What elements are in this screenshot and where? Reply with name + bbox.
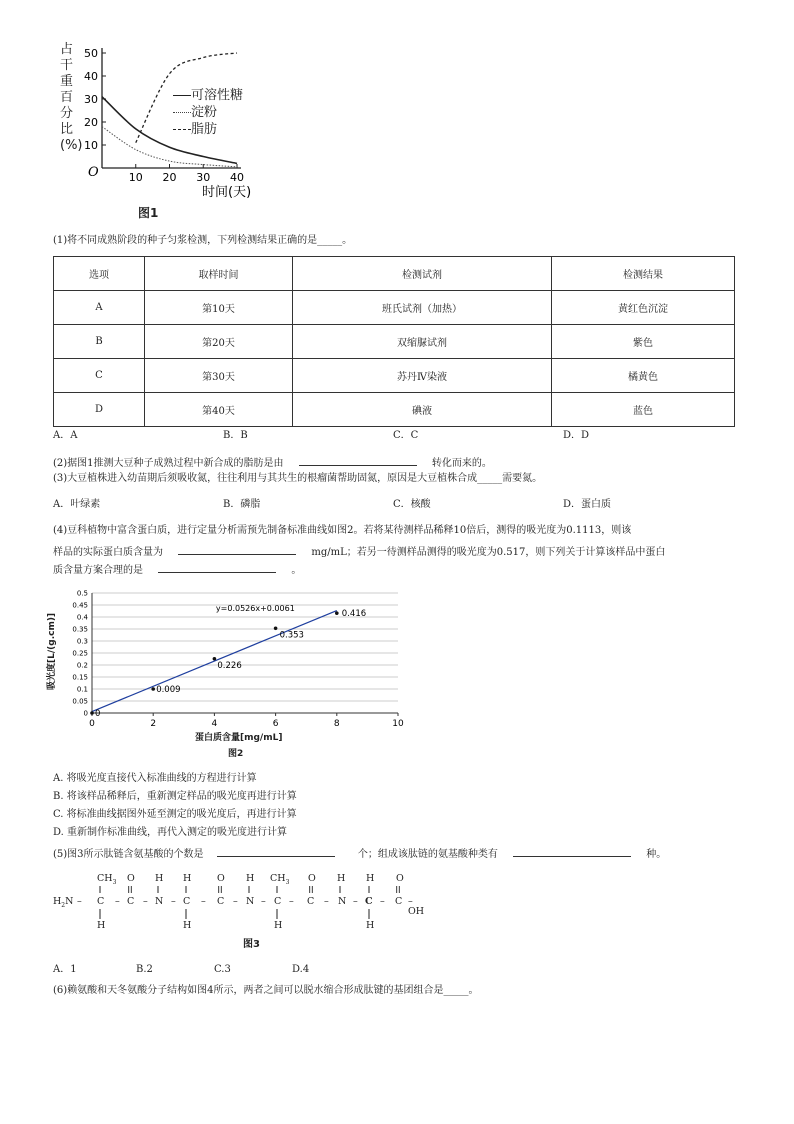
fig2-layer [72,590,404,730]
table-row [54,393,735,427]
pep-bond: – [324,896,329,907]
fig2-ytick-label: 0.1 [76,685,88,694]
q5-mid: 个；组成该肽链的氨基酸种类有 [357,849,498,860]
fig2-equation: y=0.0526x+0.0061 [215,604,295,613]
q5-choice-a: A．1 [53,964,77,975]
fig2-ytick-label: 0.35 [72,625,88,634]
fig2-xtick-label: 2 [150,719,157,729]
pep-atom-c: C [97,896,105,907]
pep-h-5: H [366,873,375,884]
q2-answer-blank[interactable] [299,455,417,466]
q2-line [53,455,492,471]
pep-o-4: O [396,873,404,884]
fig2-point [274,626,278,630]
fig2-point-label: 0.416 [341,609,367,620]
table-cell: D [54,393,145,427]
fig1-origin: O [88,165,99,180]
q1-table [53,256,735,427]
fig2-xtick-label: 6 [272,719,279,729]
pep-h-1: H [155,873,164,884]
q1-stem: (1)将不同成熟阶段的种子匀浆检测，下列检测结果正确的是_____。 [53,235,353,246]
q5-answer-blank-1[interactable] [217,846,335,857]
fig2-ytick-label: 0.25 [72,649,88,658]
pep-text: N [65,896,74,907]
fig1-legend [173,87,243,138]
pep-h-2: H [183,873,192,884]
q5-choice-d: D.4 [292,964,310,975]
q3-choice-a: A．叶绿素 [53,499,101,510]
pep-h-bottom-4: H [366,920,375,931]
pep-atom-c: C [395,896,403,907]
q5-line [53,846,666,862]
pep-bond: – [380,896,385,907]
fig1-ylabel: 占干重百分比(%) [60,42,83,153]
fig3-caption: 图3 [243,939,260,950]
legend-label-sugar: 可溶性糖 [191,88,244,103]
fig2-point [335,611,339,615]
table-cell: 双缩脲试剂 [293,325,552,359]
fig2-ytick-label: 0.45 [72,601,88,610]
pep-oh: –OH [408,896,425,917]
pep-text: H [53,896,62,907]
pep-text: CH [97,873,113,884]
fig2-point-label: 0.353 [279,630,304,641]
pep-text: CH [270,873,286,884]
fig1-xtick-label: 10 [128,171,143,184]
fig1-xlabel: 时间(天) [202,185,252,200]
table-cell: 紫色 [552,325,735,359]
fig2-ytick-label: 0 [83,709,88,718]
fig2-ytick-label: 0.2 [76,661,88,670]
fig2-ytick-label: 0.05 [72,697,88,706]
fig1-xtick-label: 20 [162,171,177,184]
fig2-ytick-label: 0.4 [76,613,88,622]
q4-line2 [53,544,665,560]
pep-h-bottom-2: H [183,920,192,931]
q4-option-b: B. 将该样品稀释后，重新测定样品的吸光度再进行计算 [53,791,297,802]
pep-bond: – [115,896,120,907]
pep-bond: – [233,896,238,907]
fig1-xtick-label: 40 [230,171,244,184]
pep-h-bottom-1: H [97,920,106,931]
table-header-row [54,257,735,291]
pep-atom-n: N [338,896,347,907]
table-cell: 第20天 [145,325,293,359]
fig1-ytick-label: 20 [84,116,98,129]
q4-answer-blank-2[interactable] [158,562,276,573]
table-row [54,325,735,359]
pep-bond: – [143,896,148,907]
fig1-caption: 图1 [138,206,159,220]
fig2-point-label: 0.009 [156,685,181,695]
table-cell: 班氏试剂（加热） [293,291,552,325]
legend-item-starch [173,104,243,121]
table-cell: 橘黄色 [552,359,735,393]
q2-after: 转化而来的。 [431,458,492,469]
pep-atom-c: C [217,896,225,907]
pep-o-1: O [127,873,135,884]
pep-bond: – [289,896,294,907]
q3-choice-b: B．磷脂 [223,499,261,510]
q4-option-a: A. 将吸光度直接代入标准曲线的方程进行计算 [53,773,257,784]
legend-label-fat: 脂肪 [191,122,218,137]
fig2-ytick-label: 0.15 [72,673,88,682]
fig1-ytick-label: 40 [84,70,98,83]
q4-line3b: 。 [291,565,302,576]
fig2-ytick-label: 0.5 [76,589,88,598]
table-header: 取样时间 [145,257,293,291]
pep-h2n: $H_2N$ [53,896,74,909]
table-cell: B [54,325,145,359]
fig2-point [213,657,217,661]
pep-h-4: H [337,873,346,884]
fig1-ytick-label: 30 [84,93,98,106]
table-cell: 第30天 [145,359,293,393]
pep-atom-c: C [307,896,315,907]
pep-h-bottom-3: H [274,920,283,931]
fig1-ytick-label: 10 [84,139,98,152]
table-header: 检测试剂 [293,257,552,291]
table-cell: 黄红色沉淀 [552,291,735,325]
table-row [54,291,735,325]
fig2-xtick-label: 10 [392,719,404,729]
pep-bond: – [77,896,82,907]
pep-atom-c: C [183,896,191,907]
q6-stem: (6)赖氨酸和天冬氨酸分子结构如图4所示，两者之间可以脱水缩合形成肽键的基团组合是_____。 [53,985,479,996]
fig2-trendline [92,611,337,712]
table-cell: A [54,291,145,325]
fig2-xtick-label: 8 [333,719,340,729]
q1-choice-b: B．B [223,430,248,441]
fig2-point [151,687,155,691]
table-cell: 苏丹Ⅳ染液 [293,359,552,393]
q5-after: 种。 [646,849,667,860]
fig2-ylabel: 吸光度[L/(g.cm)] [47,612,57,690]
q2-before: (2)据图1推测大豆种子成熟过程中新合成的脂肪是由 [53,458,284,469]
fig1-ytick-label: 50 [84,47,98,60]
q4-line1: (4)豆科植物中富含蛋白质，进行定量分析需预先制备标准曲线如图2。若将某待测样品稀释10倍后，测得的吸光度为0.1113，则该 [53,525,632,536]
table-cell: C [54,359,145,393]
fig2-point-label: 0 [95,709,101,719]
pep-bond: – [171,896,176,907]
q4-line2b: mg/mL；若另一待测样品测得的吸光度为0.517，则下列关于计算该样品中蛋白 [311,547,666,558]
pep-atom-n: N [155,896,164,907]
fig2-point-label: 0.226 [217,660,242,671]
table-cell: 第40天 [145,393,293,427]
pep-atom-c: C [274,896,282,907]
fig2-xtick-label: 4 [211,719,218,729]
table-row [54,359,735,393]
fig2-ytick-label: 0.3 [76,637,88,646]
pep-o-2: O [217,873,225,884]
pep-ch3-1: $CH_3$ [97,873,117,886]
pep-ch3-2: $CH_3$ [270,873,290,886]
pep-h-3: H [246,873,255,884]
legend-item-fat [173,121,243,138]
q4-option-c: C. 将标准曲线据图外延至测定的吸光度后，再进行计算 [53,809,297,820]
pep-bond: – [353,896,358,907]
q4-line3 [53,562,301,578]
q3-choice-d: D．蛋白质 [563,499,612,510]
q3-stem: (3)大豆植株进入幼苗期后须吸收氮，往往利用与其共生的根瘤菌帮助固氮，原因是大豆植株合成_____需要氮。 [53,473,543,484]
pep-atom-c: C [365,896,373,907]
fig2-xlabel: 蛋白质含量[mg/mL] [195,733,283,743]
q5-before: (5)图3所示肽链含氨基酸的个数是 [53,849,204,860]
q1-choice-c: C．C [393,430,419,441]
table-cell: 碘液 [293,393,552,427]
q4-option-d: D. 重新制作标准曲线，再代入测定的吸光度进行计算 [53,827,288,838]
legend-item-sugar [173,87,243,104]
table-header: 选项 [54,257,145,291]
fig2-chart [60,585,410,730]
pep-bond: – [261,896,266,907]
pep-o-3: O [308,873,316,884]
fig2-point [90,711,94,715]
pep-bond: – [201,896,206,907]
q4-line2a: 样品的实际蛋白质含量为 [53,547,163,558]
q5-answer-blank-2[interactable] [513,846,631,857]
q5-choice-c: C.3 [214,964,231,975]
fig2-caption: 图2 [228,749,244,759]
table-cell: 第10天 [145,291,293,325]
q1-choice-d: D．D [563,430,590,441]
legend-label-starch: 淀粉 [191,105,218,120]
fig2-xtick-label: 0 [89,719,95,729]
q4-line3a: 质含量方案合理的是 [53,565,143,576]
table-header: 检测结果 [552,257,735,291]
q1-choice-a: A．A [53,430,78,441]
q5-choice-b: B.2 [136,964,153,975]
q4-answer-blank-1[interactable] [178,544,296,555]
pep-atom-c: C [127,896,135,907]
pep-atom-n: N [246,896,255,907]
q3-choice-c: C．核酸 [393,499,431,510]
table-cell: 蓝色 [552,393,735,427]
fig1-xtick-label: 30 [196,171,211,184]
